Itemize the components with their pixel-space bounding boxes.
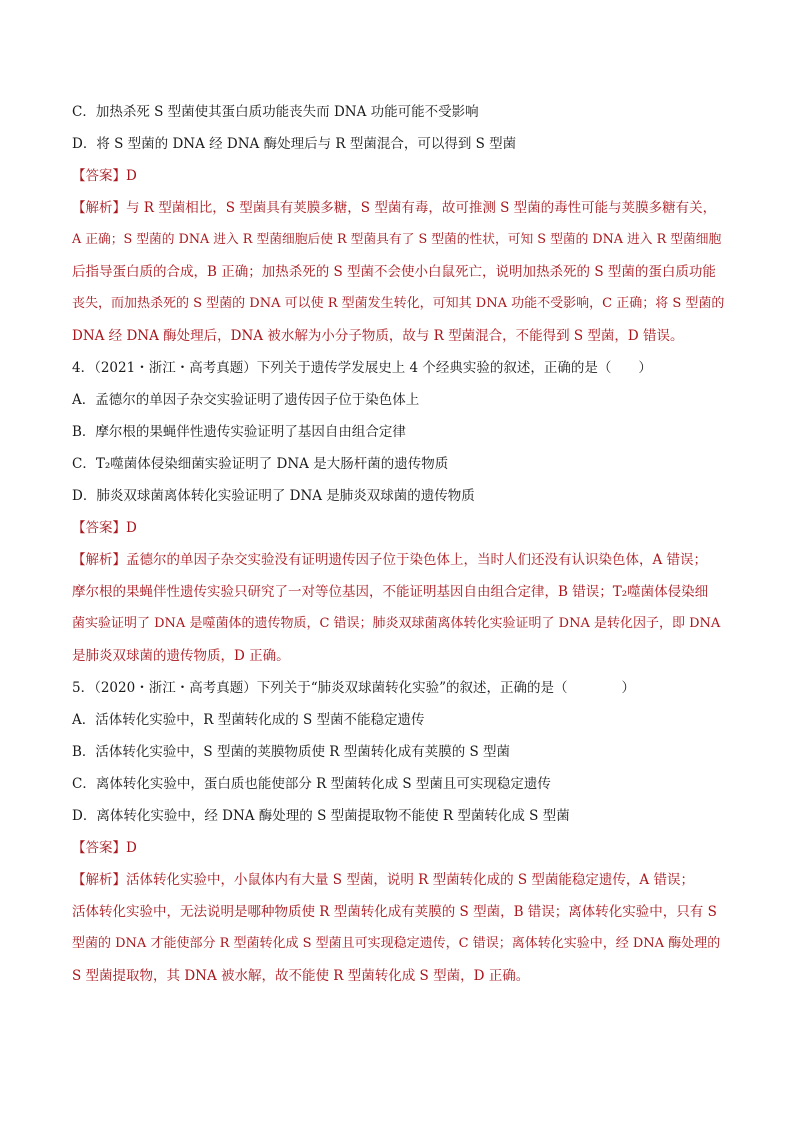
q5-option-d: D．离体转化实验中，经 DNA 酶处理的 S 型菌提取物不能使 R 型菌转化成 S 型菌 [72, 808, 570, 824]
q3-option-d: D．将 S 型菌的 DNA 经 DNA 酶处理后与 R 型菌混合，可以得到 S 型菌 [72, 136, 517, 152]
q5-option-b: B．活体转化实验中，S 型菌的荚膜物质使 R 型菌转化成有荚膜的 S 型菌 [72, 744, 511, 760]
analysis-text: 活体转化实验中，小鼠体内有大量 S 型菌，说明 R 型菌转化成的 S 型菌能稳定遗传，A 错误； [126, 872, 694, 888]
q5-option-c: C．离体转化实验中，蛋白质也能使部分 R 型菌转化成 S 型菌且可实现稳定遗传 [72, 776, 551, 792]
answer-tag: 【答案】 [72, 520, 126, 536]
q5-answer [72, 838, 732, 858]
q3-analysis-line-5: DNA 经 DNA 酶处理后，DNA 被水解为小分子物质，故与 R 型菌混合，不能得到 S 型菌，D 错误。 [72, 328, 684, 344]
q4-analysis-line-1 [72, 550, 732, 570]
q4-analysis-line-3: 菌实验证明了 DNA 是噬菌体的遗传物质，C 错误；肺炎双球菌离体转化实验证明了 DNA 是转化因子，即 DNA [72, 616, 721, 631]
q3-analysis-line-3: 后指导蛋白质的合成，B 正确；加热杀死的 S 型菌不会使小白鼠死亡，说明加热杀死的 S 型菌的蛋白质功能 [72, 264, 716, 280]
answer-tag: 【答案】 [72, 840, 126, 856]
q3-option-c: C．加热杀死 S 型菌使其蛋白质功能丧失而 DNA 功能可能不受影响 [72, 104, 479, 120]
answer-tag: 【答案】 [72, 168, 126, 184]
q5-analysis-line-2: 活体转化实验中，无法说明是哪种物质使 R 型菌转化成有荚膜的 S 型菌，B 错误；离体转化实验中，只有 S [72, 904, 717, 920]
q3-analysis-line-4: 丧失，而加热杀死的 S 型菌的 DNA 可以使 R 型菌发生转化，可知其 DNA 功能不受影响，C 正确；将 S 型菌的 [72, 296, 725, 311]
answer-value: D [126, 168, 137, 184]
answer-value: D [126, 520, 137, 536]
q5-analysis-line-1 [72, 870, 732, 890]
q5-stem: 5．（2020・浙江・高考真题）下列关于“肺炎双球菌转化实验”的叙述，正确的是（ ） [72, 680, 635, 696]
q4-analysis-line-4: 是肺炎双球菌的遗传物质，D 正确。 [72, 648, 290, 664]
q3-answer [72, 166, 732, 186]
q4-option-c: C．T₂噬菌体侵染细菌实验证明了 DNA 是大肠杆菌的遗传物质 [72, 456, 449, 472]
analysis-text: 孟德尔的单因子杂交实验没有证明遗传因子位于染色体上，当时人们还没有认识染色体，A 错误； [126, 552, 708, 568]
analysis-text: 与 R 型菌相比，S 型菌具有荚膜多糖，S 型菌有毒，故可推测 S 型菌的毒性可能与荚膜多糖有关， [126, 200, 717, 216]
q4-option-a: A．孟德尔的单因子杂交实验证明了遗传因子位于染色体上 [72, 392, 420, 408]
q3-analysis-line-1 [72, 198, 732, 218]
answer-value: D [126, 840, 137, 856]
q5-analysis-line-3: 型菌的 DNA 才能使部分 R 型菌转化成 S 型菌且可实现稳定遗传，C 错误；离体转化实验中，经 DNA 酶处理的 [72, 936, 721, 951]
q4-option-d: D．肺炎双球菌离体转化实验证明了 DNA 是肺炎双球菌的遗传物质 [72, 488, 475, 504]
q4-analysis-line-2: 摩尔根的果蝇伴性遗传实验只研究了一对等位基因，不能证明基因自由组合定律，B 错误；T₂噬菌体侵染细 [72, 584, 709, 600]
q3-analysis-line-2: A 正确；S 型菌的 DNA 进入 R 型菌细胞后使 R 型菌具有了 S 型菌的性状，可知 S 型菌的 DNA 进入 R 型菌细胞 [72, 232, 722, 247]
analysis-tag: 【解析】 [72, 200, 126, 216]
analysis-tag: 【解析】 [72, 872, 126, 888]
q5-option-a: A．活体转化实验中，R 型菌转化成的 S 型菌不能稳定遗传 [72, 712, 425, 728]
q4-option-b: B．摩尔根的果蝇伴性遗传实验证明了基因自由组合定律 [72, 424, 406, 440]
analysis-tag: 【解析】 [72, 552, 126, 568]
q5-analysis-line-4: S 型菌提取物，其 DNA 被水解，故不能使 R 型菌转化成 S 型菌，D 正确。 [72, 968, 530, 984]
q4-answer [72, 518, 732, 538]
q4-stem: 4．（2021・浙江・高考真题）下列关于遗传学发展史上 4 个经典实验的叙述，正确的是（ ） [72, 360, 652, 376]
